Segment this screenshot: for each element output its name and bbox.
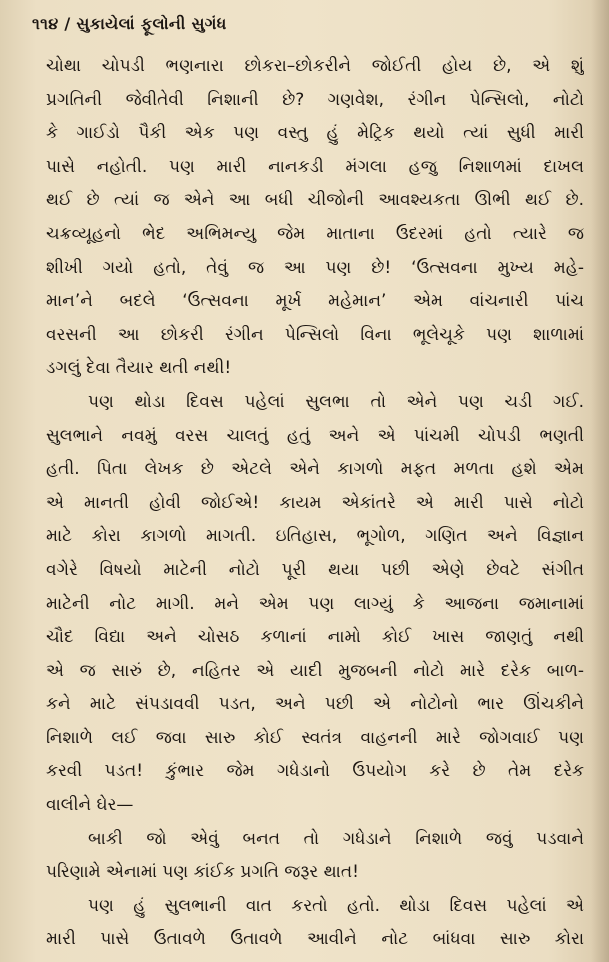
text-line: મારી પાસે ઉતાવળે ઉતાવળે આવીને નોટ બાંધવા સારુ કોરા (46, 929, 584, 950)
text-line: કને માટે સંપડાવવી પડત, અને પછી એ નોટોનો ભાર ઊંચકીને (46, 694, 584, 715)
text-line: પ્રગતિની જેવીતેવી નિશાની છે? ગણવેશ, રંગીન પેન્સિલો, નોટો (46, 89, 584, 110)
text-line: વરસની આ છોકરી રંગીન પેન્સિલો વિના ભૂલેચૂકે પણ શાળામાં (46, 324, 584, 345)
text-line: પાસે નહોતી. પણ મારી નાનકડી મંગલા હજુ નિશાળમાં દાખલ (46, 156, 584, 177)
text-line: સુલભાને નવમું વરસ ચાલતું હતું અને એ પાંચમી ચોપડી ભણતી (46, 425, 584, 446)
text-line: ડગલું દેવા તૈયાર થતી નથી! (46, 358, 232, 379)
text-line: માન’ને બદલે ‘ઉત્સવના મૂર્ખ મહેમાન’ એમ વાંચનારી પાંચ (46, 291, 584, 312)
text-line: વગેરે વિષયો માટેની નોટો પૂરી થયા પછી એણે છેવટે સંગીત (46, 559, 584, 580)
text-line: શીખી ગયો હતો, તેવું જ આ પણ છે! ‘ઉત્સવના મુખ્ય મહે- (46, 257, 584, 278)
page-edge-shadow (591, 0, 609, 962)
text-line: પરિણામે એનામાં પણ કાંઈક પ્રગતિ જરૂર થાત! (46, 862, 359, 883)
text-line: એ માનતી હોવી જોઈએ! કાયમ એકાંતરે એ મારી પાસે નોટો (46, 492, 584, 513)
text-line: માટેની નોટ માગી. મને એમ પણ લાગ્યું કે આજના જમાનામાં (46, 593, 584, 614)
text-line: ચક્રવ્યૂહનો ભેદ અભિમન્યુ જેમ માતાના ઉદરમાં હતો ત્યારે જ (46, 223, 584, 244)
body-text (46, 50, 584, 957)
text-line: ચૌદ વિદ્યા અને ચોસઠ કળાનાં નામો કોઈ ખાસ જાણતું નથી (46, 627, 584, 648)
text-line: કરવી પડત! કુંભાર જેમ ગધેડાનો ઉપયોગ કરે છે તેમ દરેક (46, 761, 584, 782)
text-line: માટે કોરા કાગળો માગતી. ઇતિહાસ, ભૂગોળ, ગણિત અને વિજ્ઞાન (46, 526, 584, 547)
running-head: ૧૧૪ / સુકાયેલાં ફૂલોની સુગંધ (32, 14, 227, 33)
text-line: હતી. પિતા લેખક છે એટલે એને કાગળો મફત મળતા હશે એમ (46, 459, 584, 480)
text-line: નિશાળે લઈ જવા સારુ કોઈ સ્વતંત્ર વાહનની મારે જોગવાઈ પણ (46, 727, 584, 748)
text-line: થઈ છે ત્યાં જ એને આ બધી ચીજોની આવશ્યકતા ઊભી થઈ છે. (46, 190, 584, 211)
text-line: વાલીને ઘેર— (46, 795, 134, 816)
text-line: પણ થોડા દિવસ પહેલાં સુલભા તો એને પણ ચડી ગઈ. (88, 391, 584, 412)
text-line: એ જ સારું છે, નહિતર એ યાદી મુજબની નોટો મારે દરેક બાળ- (46, 660, 584, 681)
text-line: બાકી જો એવું બનત તો ગધેડાને નિશાળે જવું પડવાને (88, 828, 584, 849)
text-line: પણ હું સુલભાની વાત કરતો હતો. થોડા દિવસ પહેલાં એ (88, 895, 584, 916)
text-line: ચોથા ચોપડી ભણનારા છોકરા–છોકરીને જોઈતી હોય છે, એ શું (46, 56, 584, 76)
text-line: કે ગાઈડો પૈકી એક પણ વસ્તુ હું મેટ્રિક થયો ત્યાં સુધી મારી (46, 123, 584, 144)
